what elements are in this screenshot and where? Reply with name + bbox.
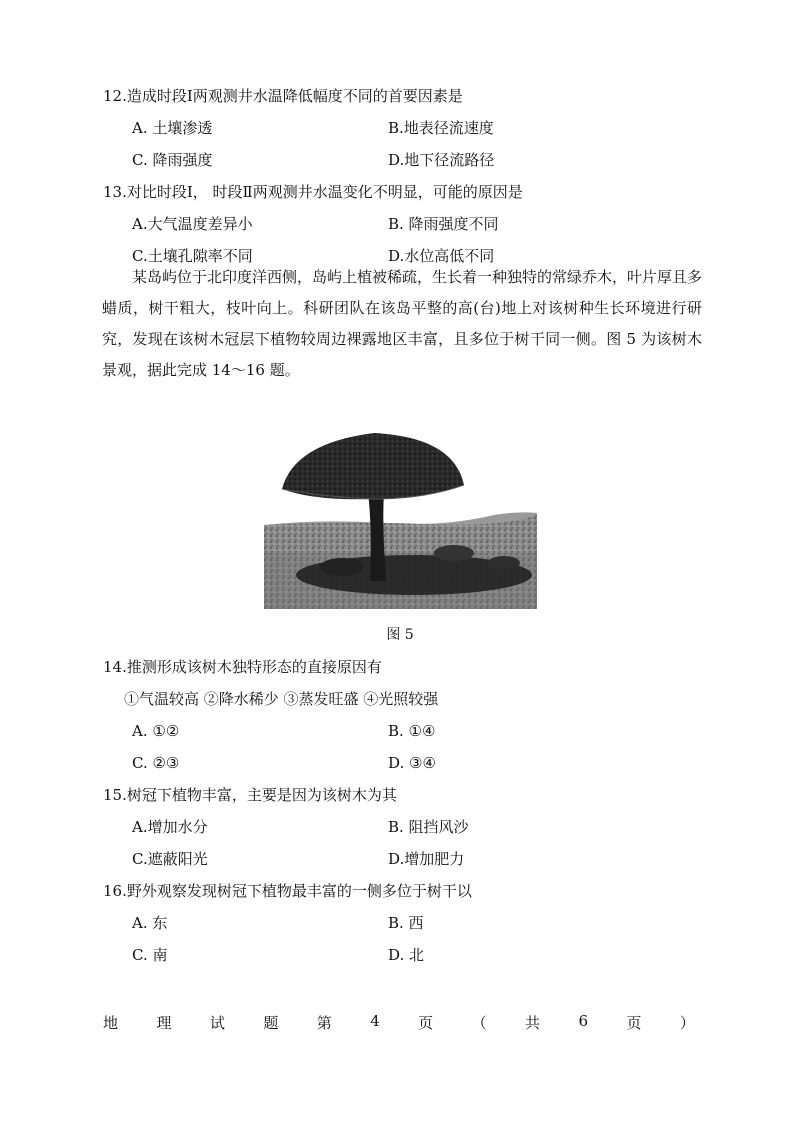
q13-option-c: C.土壤孔隙率不同 bbox=[132, 247, 253, 265]
footer-char: ） bbox=[679, 1014, 695, 1032]
footer-char: 页 bbox=[626, 1014, 642, 1032]
q13-option-d: D.水位高低不同 bbox=[388, 247, 495, 265]
page-footer bbox=[103, 1012, 695, 1033]
q15-option-c: C.遮蔽阳光 bbox=[132, 850, 208, 868]
footer-char: 理 bbox=[156, 1014, 172, 1032]
q14-option-c: C. ②③ bbox=[132, 754, 180, 772]
q14-stem: 14.推测形成该树木独特形态的直接原因有 bbox=[103, 658, 382, 676]
footer-page-number: 4 bbox=[370, 1012, 380, 1030]
q14-choices: ①气温较高 ②降水稀少 ③蒸发旺盛 ④光照较强 bbox=[124, 690, 439, 708]
q12-stem: 12.造成时段Ⅰ两观测井水温降低幅度不同的首要因素是 bbox=[103, 87, 463, 105]
q12-option-a: A. 土壤渗透 bbox=[132, 119, 213, 137]
q12-option-c: C. 降雨强度 bbox=[132, 151, 213, 169]
q14-option-b: B. ①④ bbox=[388, 722, 436, 740]
q12-option-b: B.地表径流速度 bbox=[388, 119, 494, 137]
q14-option-d: D. ③④ bbox=[388, 754, 436, 772]
footer-char: 题 bbox=[263, 1014, 279, 1032]
passage-text: 某岛屿位于北印度洋西侧，岛屿上植被稀疏，生长着一种独特的常绿乔木，叶片厚且多蜡质，树干粗大，枝叶向上。科研团队在该岛平整的高(台)地上对该树种生长环境进行研究，发现在该树木冠层下植物较周边裸露地区丰富，且多位于树干同一侧。图 5 为该树木景观，据此完成 14～16 题。 bbox=[102, 268, 703, 379]
footer-char: 试 bbox=[209, 1014, 225, 1032]
footer-char: （ bbox=[471, 1014, 487, 1032]
q16-option-b: B. 西 bbox=[388, 914, 424, 932]
q16-option-d: D. 北 bbox=[388, 946, 425, 964]
q15-stem: 15.树冠下植物丰富，主要是因为该树木为其 bbox=[103, 786, 397, 804]
q13-stem: 13.对比时段Ⅰ， 时段Ⅱ两观测井水温变化不明显，可能的原因是 bbox=[103, 183, 523, 201]
reading-passage bbox=[102, 262, 702, 386]
q16-option-c: C. 南 bbox=[132, 946, 168, 964]
q12-option-d: D.地下径流路径 bbox=[388, 151, 495, 169]
q15-option-a: A.增加水分 bbox=[132, 818, 208, 836]
q16-stem: 16.野外观察发现树冠下植物最丰富的一侧多位于树干以 bbox=[103, 882, 472, 900]
q13-option-b: B. 降雨强度不同 bbox=[388, 215, 499, 233]
q13-option-a: A.大气温度差异小 bbox=[132, 215, 253, 233]
footer-total-pages: 6 bbox=[578, 1012, 589, 1030]
footer-char: 页 bbox=[418, 1014, 434, 1032]
footer-char: 地 bbox=[103, 1014, 119, 1032]
q15-option-b: B. 阻挡风沙 bbox=[388, 818, 469, 836]
footer-char: 共 bbox=[525, 1014, 541, 1032]
tree-photo bbox=[264, 403, 537, 609]
footer-char: 第 bbox=[316, 1014, 332, 1032]
q14-option-a: A. ①② bbox=[132, 722, 180, 740]
q16-option-a: A. 东 bbox=[132, 914, 168, 932]
figure-caption: 图 5 bbox=[386, 627, 414, 643]
q15-option-d: D.增加肥力 bbox=[388, 850, 465, 868]
